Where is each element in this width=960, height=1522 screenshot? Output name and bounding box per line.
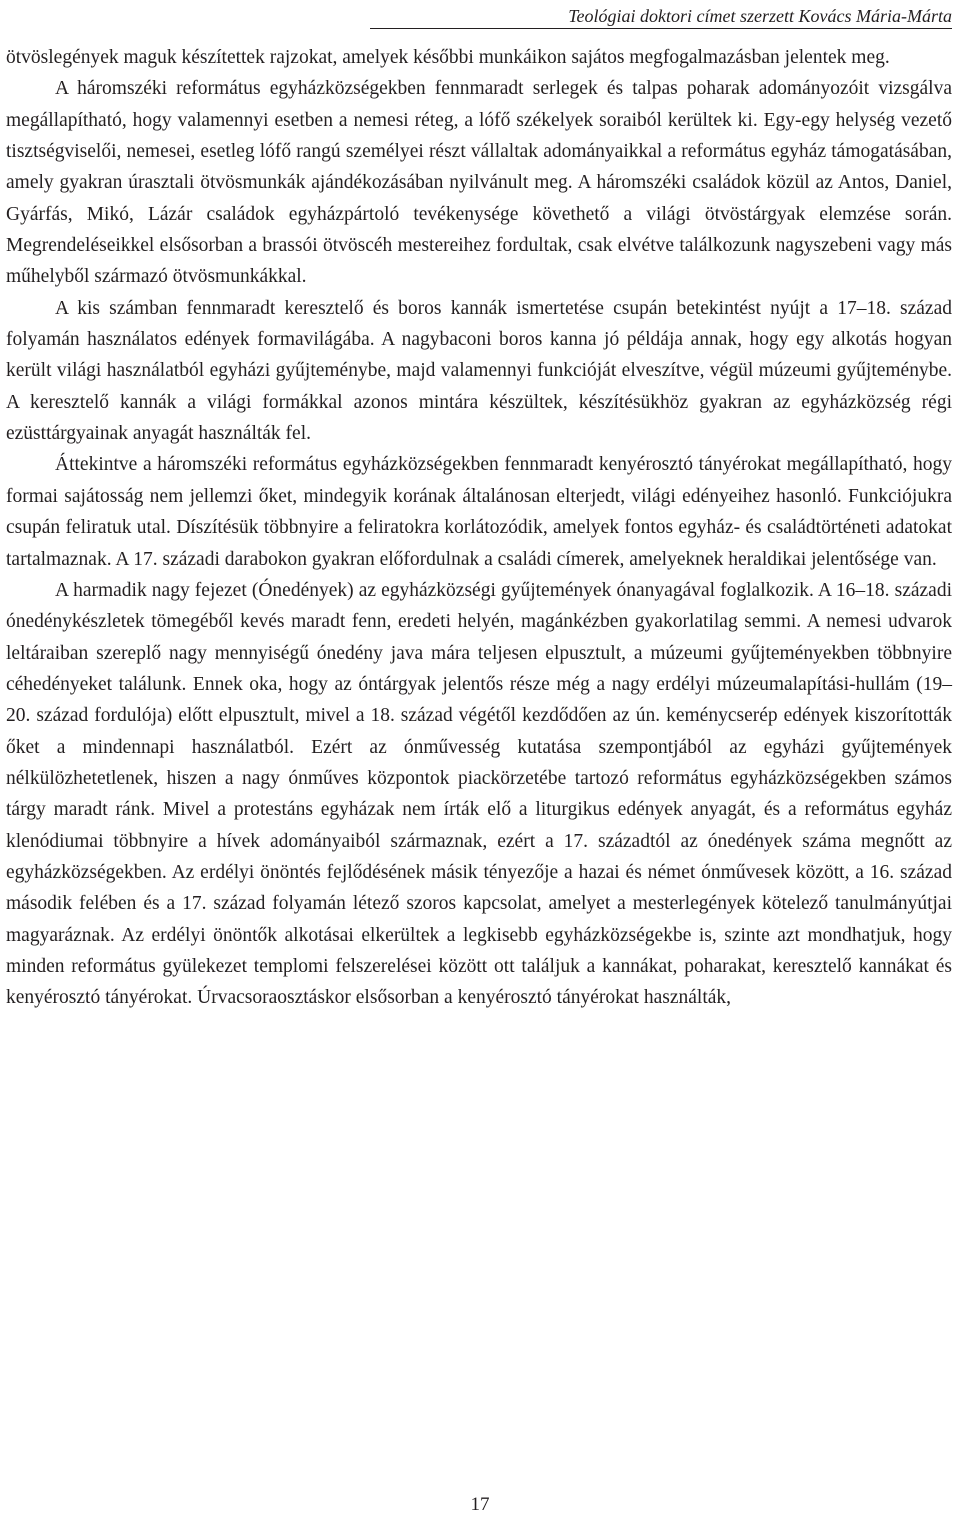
- paragraph: ötvöslegények maguk készítettek rajzokat, amelyek későbbi munkáikon sajátos megfogalmazásban jelentek meg.: [6, 47, 890, 68]
- paragraph: A harmadik nagy fejezet (Ónedények) az egyházközségi gyűjtemények ónanyagával foglalkozik. A 16–18. századi ónedénykészletek tömegéből kevés maradt fenn, eredeti helyén, magánkézben gyakorlatilag semmi. A nemesi udvarok leltáraiban szereplő nagy mennyiségű ónedény java mára teljesen elpusztult, a múzeumi gyűjteményekben többnyire céhedényeket találunk. Ennek oka, hogy az óntárgyak jelentős része még a nagy erdélyi múzeumalapítási-hullám (19–20. század fordulója) előtt elpusztult, mivel a 18. század végétől kezdődően az ún. keménycserép edények kiszorították őket a mindennapi használatból. Ezért az ónművesség kutatása szempontjából az egyházi gyűjtemények nélkülözhetetlenek, hiszen a nagy ónműves központok piackörzetébe tartozó református egyházközségekben számos tárgy maradt ránk. Mivel a protestáns egyházak nem írták elő a liturgikus edények anyagát, és a református egyház klenódiumai többnyire a hívek adományaiból származnak, ezért a 17. századtól az ónedények száma megnőtt az egyházközségekben. Az erdélyi önöntés fejlődésének másik tényezője a hazai és német ónművesek között, a 16. század második felében és a 17. század folyamán létező szoros kapcsolat, amelyet a mesterlegények kötelező tanulmányútjai magyaráznak. Az erdélyi önöntők alkotásai elkerültek a legkisebb egyházközségekbe is, szinte azt mondhatjuk, hogy minden református gyülekezet templomi felszerelései között ott találjuk a kannákat, poharakat, keresztelő kannákat és kenyérosztó tányérokat. Úrvacsoraosztáskor elsősorban a kenyérosztó tányérokat használták,: [6, 579, 952, 1009]
- running-title: Teológiai doktori címet szerzett Kovács Mária-Márta: [568, 6, 952, 26]
- paragraph: Áttekintve a háromszéki református egyházközségekben fennmaradt kenyérosztó tányérokat megállapítható, hogy formai sajátosság nem jellemzi őket, mindegyik korának általánosan elterjedt, világi edényeihez hasonló. Funkciójukra csupán feliratuk utal. Díszítésük többnyire a feliratokra korlátozódik, amelyek fontos egyház- és családtörténeti adatokat tartalmaznak. A 17. századi darabokon gyakran előfordulnak a családi címerek, amelyeknek heraldikai jelentősége van.: [6, 454, 952, 570]
- page-number: 17: [470, 1494, 490, 1515]
- paragraph: A kis számban fennmaradt keresztelő és boros kannák ismertetése csupán betekintést nyújt a 17–18. század folyamán használatos edények formavilágába. A nagybaconi boros kanna jó példája annak, hogy egy alkotás hogyan került világi használatból egyházi gyűjteménybe, majd valamennyi funkcióját elveszítve, végül múzeumi gyűjteménybe. A keresztelő kannák a világi formákkal azonos mintára készültek, készítésükhöz gyakran az egyházközség régi ezüsttárgyainak anyagát használták fel.: [6, 297, 952, 445]
- body-text: [6, 42, 952, 1014]
- paragraph: A háromszéki református egyházközségekben fennmaradt serlegek és talpas poharak adományozóit vizsgálva megállapítható, hogy valamennyi esetben a nemesi réteg, a lófő székelyek soraiból kerültek ki. Egy-egy helység vezető tisztségviselői, nemesei, esetleg lófő rangú személyei részt vállaltak adományaikkal a református egyház támogatásában, amely gyakran úrasztali ötvösmunkák ajándékozásában nyilvánult meg. A háromszéki családok közül az Antos, Daniel, Gyárfás, Mikó, Lázár családok egyházpártoló tevékenysége követhető a világi ötvöstárgyak elemzése során. Megrendeléseikkel elsősorban a brassói ötvöscéh mestereihez fordultak, csak elvétve találkozunk nagyszebeni vagy más műhelyből származó ötvösmunkákkal.: [6, 78, 952, 288]
- running-header: [370, 4, 952, 29]
